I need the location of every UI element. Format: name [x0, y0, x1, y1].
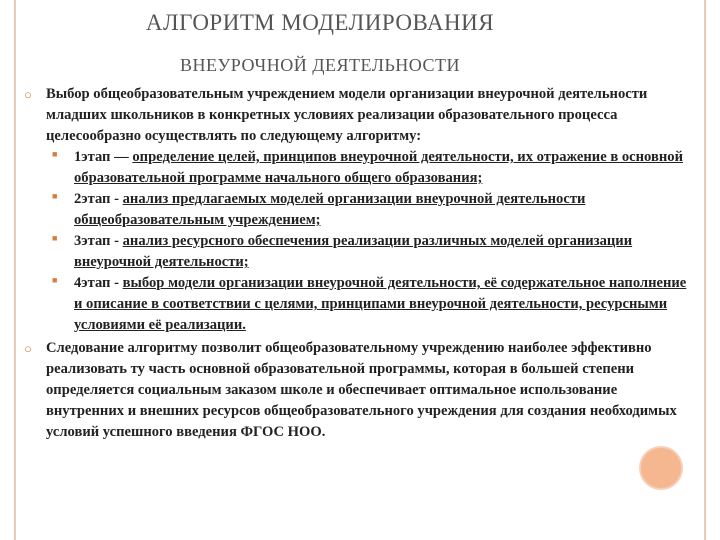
title-line-2: ВНЕУРОЧНОЙ ДЕЯТЕЛЬНОСТИ — [179, 55, 460, 75]
square-bullet-icon: ■ — [52, 275, 58, 285]
slide-content — [24, 84, 692, 443]
right-border — [704, 0, 706, 540]
bullet-marker-icon: ○ — [24, 87, 32, 102]
square-bullet-icon: ■ — [52, 233, 58, 243]
step-item — [24, 147, 692, 189]
square-bullet-icon: ■ — [52, 191, 58, 201]
step-item — [24, 273, 692, 336]
bullet-intro — [24, 84, 692, 147]
step-text: определение целей, принципов внеурочной деятельности, их отражение в основной образовательной программе начального общего образования; — [74, 149, 683, 186]
square-bullet-icon: ■ — [52, 149, 58, 159]
step-item — [24, 189, 692, 231]
intro-text: Выбор общеобразовательным учреждением модели организации внеурочной деятельности младших школьников в конкретных условиях реализации образовательного процесса целесообразно осуществлять по следующему алгоритму: — [46, 86, 648, 144]
title-line-1: АЛГОРИТМ МОДЕЛИРОВАНИЯ — [145, 10, 495, 35]
step-number: 4этап - — [74, 275, 123, 291]
step-number: 2этап - — [74, 191, 123, 207]
slide-title — [0, 8, 640, 80]
conclusion-text: Следование алгоритму позволит общеобразовательному учреждению наиболее эффективно реализовать ту часть основной образовательной программы, которая в большей степени определяется социальным заказом школе и обеспечивает оптимальное использование внутренних и внешних ресурсов общеобразовательного учреждения для создания необходимых условий успешного введения ФГОС НОО. — [46, 340, 677, 440]
step-text: анализ ресурсного обеспечения реализации различных моделей организации внеурочной деятельности; — [74, 233, 633, 270]
decorative-circle — [641, 448, 681, 488]
step-text: выбор модели организации внеурочной деятельности, её содержательное наполнение и описание в соответствии с целями, принципами внеурочной деятельности, ресурсными условиями её реализации. — [74, 275, 687, 333]
step-item — [24, 231, 692, 273]
bullet-conclusion — [24, 338, 692, 443]
left-border — [14, 0, 16, 540]
step-number: 3этап - — [74, 233, 123, 249]
steps-list — [24, 147, 692, 336]
step-text: анализ предлагаемых моделей организации внеурочной деятельности общеобразовательным учреждением; — [74, 191, 586, 228]
step-number: 1этап — — [74, 149, 133, 165]
bullet-marker-icon: ○ — [24, 341, 32, 356]
